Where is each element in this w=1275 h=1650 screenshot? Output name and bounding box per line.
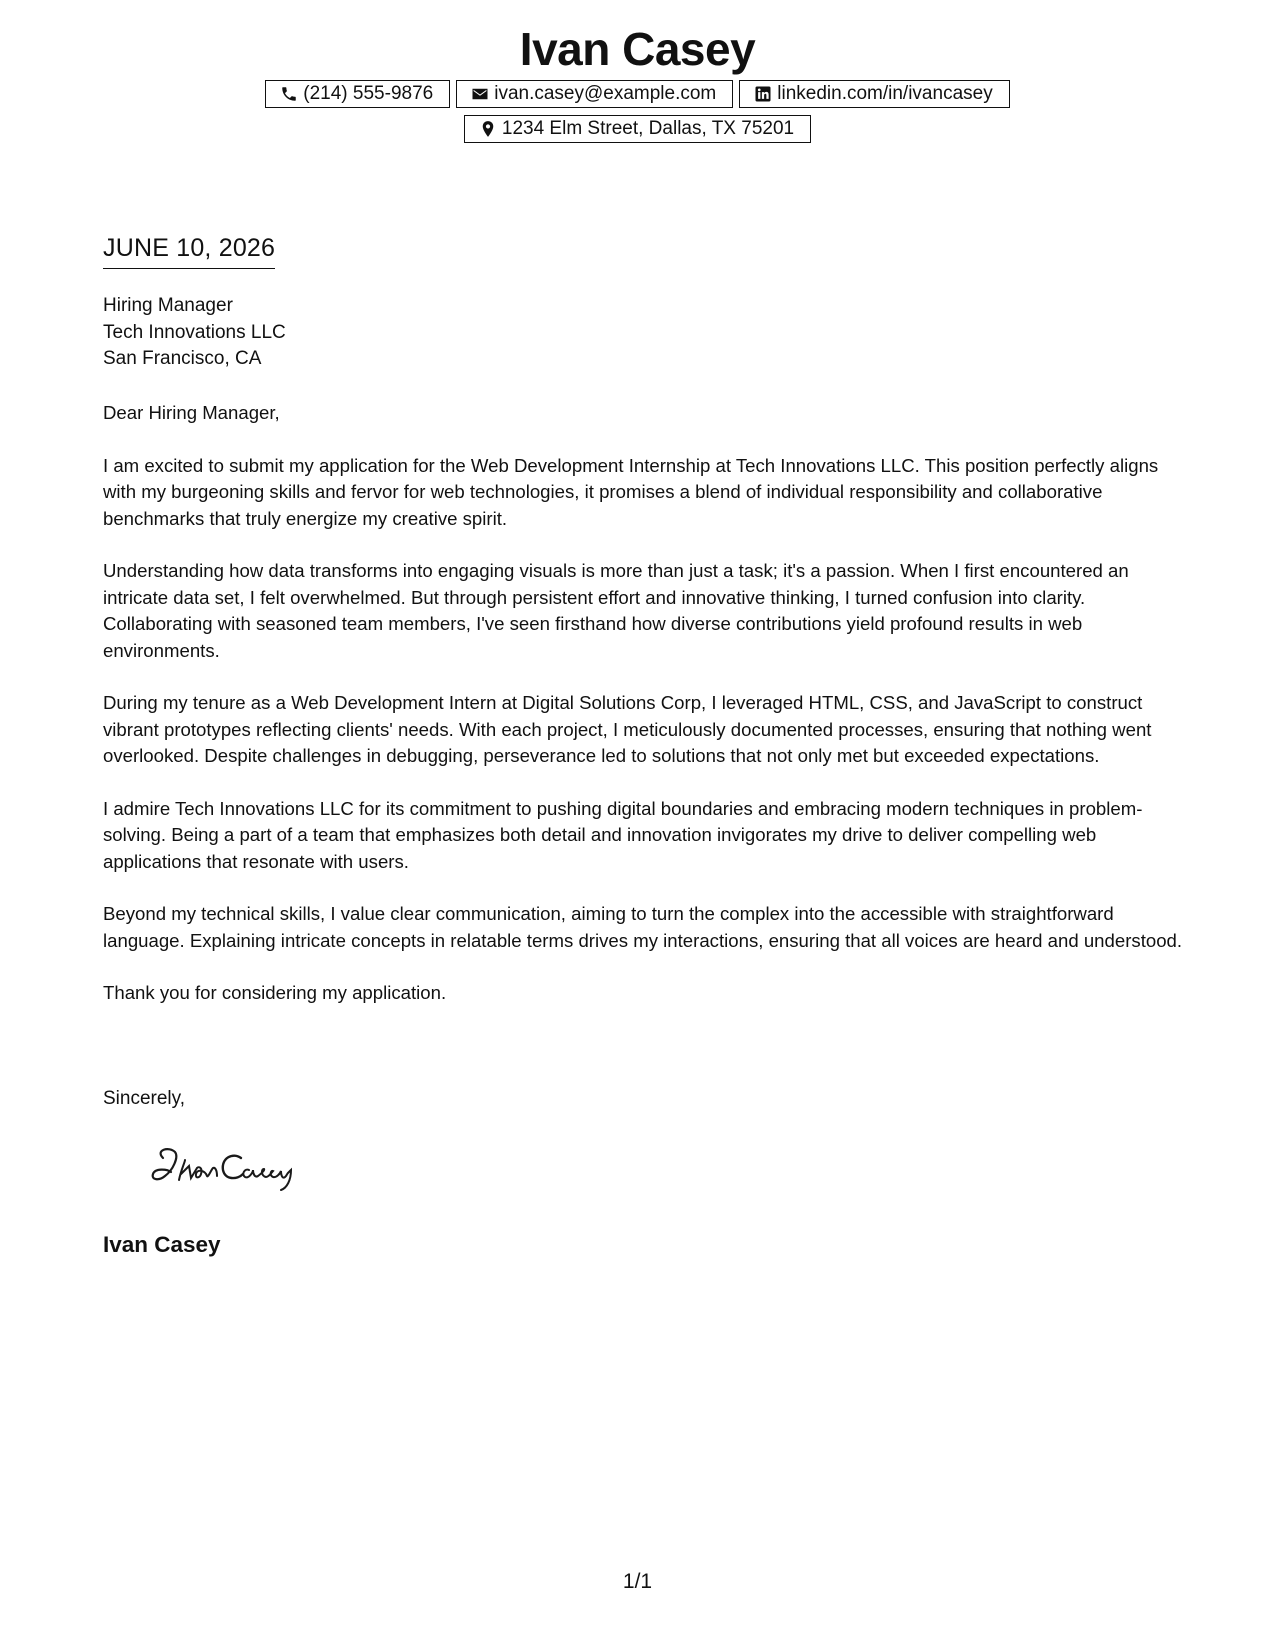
envelope-icon — [471, 85, 489, 103]
address-text: 1234 Elm Street, Dallas, TX 75201 — [501, 118, 795, 139]
body-paragraph: I admire Tech Innovations LLC for its commitment to pushing digital boundaries and embracing modern techniques in problem-solving. Being a part of a team that emphasizes both detail and innovation invigorates my drive to deliver compelling web applications that resonate with users. — [103, 797, 1143, 872]
recipient-company: Tech Innovations LLC — [103, 321, 286, 343]
linkedin-text: linkedin.com/in/ivancasey — [777, 83, 993, 104]
body-paragraph: Understanding how data transforms into engaging visuals is more than just a task; it's a passion. When I first encountered an intricate data set, I felt overwhelmed. But through persistent effort and innovative thinking, I turned confusion into clarity. Collaborating with seasoned team members, I've seen firsthand how diverse contributions yield profound results in web environments. — [103, 560, 1129, 661]
page-number: 1/1 — [622, 1570, 653, 1593]
body-paragraph: During my tenure as a Web Development Intern at Digital Solutions Corp, I leveraged HTML, CSS, and JavaScript to construct vibrant prototypes reflecting clients' needs. With each project, I meticulously documented processes, ensuring that nothing went overlooked. Despite challenges in debugging, perseverance led to solutions that not only met but exceeded expectations. — [103, 692, 1152, 766]
address-contact[interactable] — [464, 115, 811, 143]
email-text: ivan.casey@example.com — [494, 83, 717, 104]
thanks-line: Thank you for considering my application. — [103, 982, 447, 1003]
phone-icon — [280, 85, 298, 103]
phone-contact[interactable] — [265, 80, 450, 108]
contact-row-secondary — [0, 115, 1275, 143]
contact-row-primary — [0, 80, 1275, 108]
letter-date — [103, 232, 275, 269]
applicant-name-title: Ivan Casey — [519, 23, 756, 75]
body-paragraph: I am excited to submit my application for the Web Development Internship at Tech Innovations LLC. This position perfectly aligns with my burgeoning skills and fervor for web technologies, it promises a blend of individual responsibility and collaborative benchmarks that truly energize my creative spirit. — [103, 454, 1159, 529]
salutation: Dear Hiring Manager, — [103, 402, 280, 423]
signed-name: Ivan Casey — [103, 1232, 221, 1257]
map-pin-icon — [479, 120, 497, 138]
recipient-location: San Francisco, CA — [103, 348, 262, 369]
handwritten-signature — [145, 1140, 325, 1196]
closing-line: Sincerely, — [103, 1088, 186, 1109]
linkedin-contact[interactable] — [739, 80, 1009, 108]
letter-header — [0, 18, 1275, 143]
letter-body — [103, 400, 1183, 1033]
recipient-block — [103, 293, 286, 373]
email-contact[interactable] — [456, 80, 733, 108]
linkedin-icon — [754, 85, 772, 103]
recipient-title: Hiring Manager — [103, 295, 233, 316]
phone-text: (214) 555-9876 — [303, 83, 434, 104]
date-text: JUNE 10, 2026 — [103, 232, 275, 269]
body-paragraph: Beyond my technical skills, I value clear communication, aiming to turn the complex into the accessible with straightforward language. Explaining intricate concepts in relatable terms drives my interactions, ensuring that all voices are heard and understood. — [103, 903, 1183, 951]
